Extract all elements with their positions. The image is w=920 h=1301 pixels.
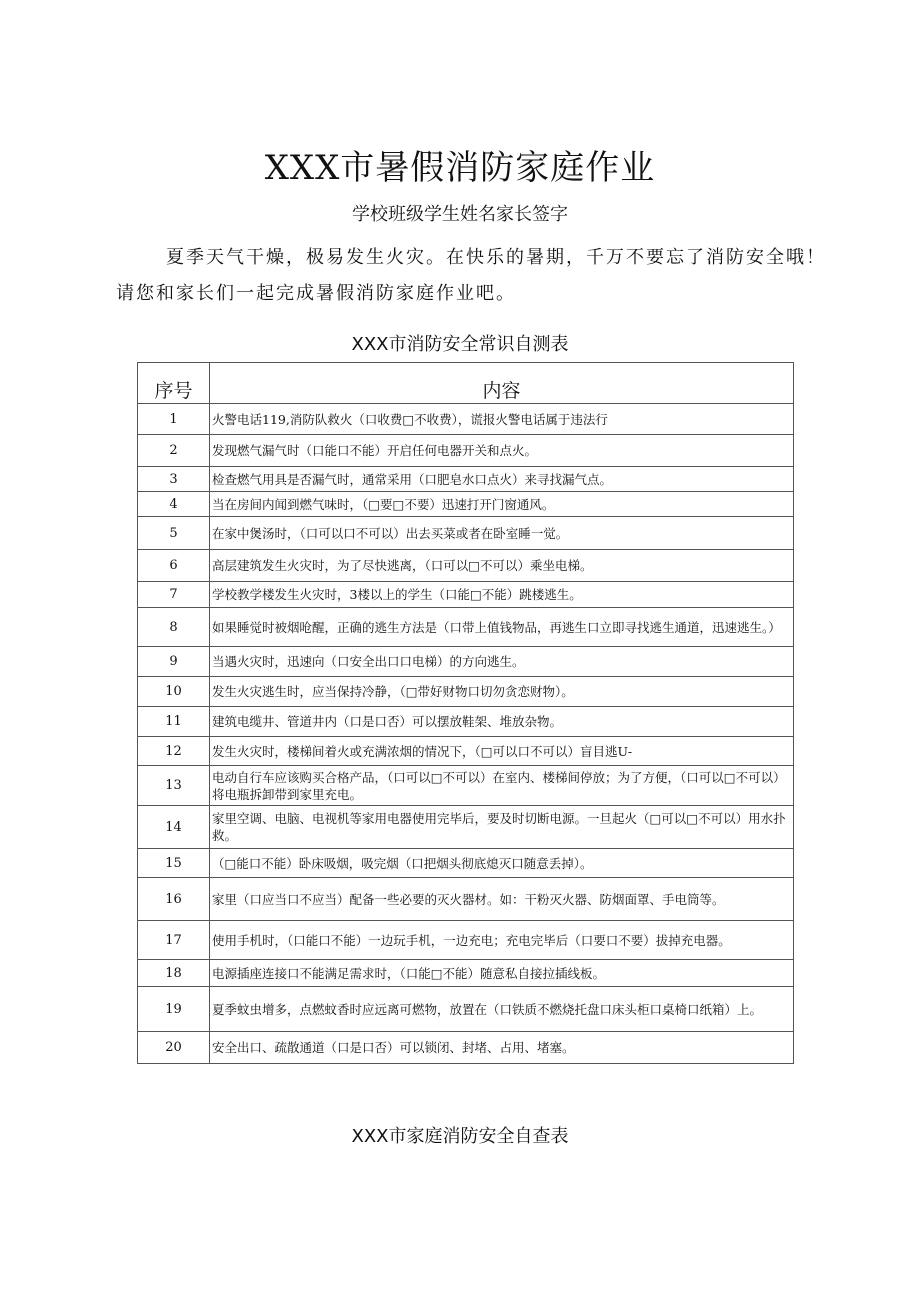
row-text: 火警电话119,消防队救火（口收费□不收费），谎报火警电话属于违法行 [210,404,794,435]
header-num: 序号 [138,363,210,404]
intro-line-2: 请您和家长们一起完成暑假消防家庭作业吧。 [116,283,516,304]
row-num: 19 [138,987,210,1032]
row-num: 14 [138,806,210,849]
row-num: 16 [138,878,210,921]
row-text: 学校教学楼发生火灾时，3楼以上的学生（口能□不能）跳楼逃生。 [210,582,794,608]
row-text: 家里空调、电脑、电视机等家用电器使用完毕后，要及时切断电源。一旦起火（□可以□不可以）用水扑救。 [210,806,794,849]
quiz-table [137,362,794,1064]
table-header-row [138,363,794,404]
table-row [138,806,794,849]
row-text: 当遇火灾时，迅速向（口安全出口口电梯）的方向逃生。 [210,647,794,677]
row-num: 7 [138,582,210,608]
home-check-table-title: XXX市家庭消防安全自查表 [351,1126,569,1147]
row-text: 发现燃气漏气时（口能口不能）开启任何电器开关和点火。 [210,435,794,467]
row-num: 6 [138,550,210,582]
table-row [138,921,794,960]
row-num: 13 [138,766,210,806]
row-text: 电动自行车应该购买合格产品，（口可以□不可以）在室内、楼梯间停放；为了方便，（口可以□不可以）将电瓶拆卸带到家里充电。 [210,766,794,806]
row-num: 9 [138,647,210,677]
row-text: 建筑电缆井、管道井内（口是口否）可以摆放鞋架、堆放杂物。 [210,707,794,737]
table-row [138,582,794,608]
row-num: 8 [138,608,210,647]
table-row [138,608,794,647]
table-row [138,707,794,737]
row-num: 11 [138,707,210,737]
row-num: 5 [138,517,210,550]
table-row [138,404,794,435]
table-row [138,517,794,550]
intro-line-1: 夏季天气干燥，极易发生火灾。在快乐的暑期，千万不要忘了消防安全哦！ [166,247,826,268]
row-text: 安全出口、疏散通道（口是口否）可以锁闭、封堵、占用、堵塞。 [210,1032,794,1064]
row-text: 高层建筑发生火灾时，为了尽快逃离，（口可以□不可以）乘坐电梯。 [210,550,794,582]
table-row [138,492,794,517]
row-num: 17 [138,921,210,960]
table-row [138,987,794,1032]
table-row [138,960,794,987]
row-text: 使用手机时，（口能口不能）一边玩手机，一边充电；充电完毕后（口要口不要）拔掉充电器。 [210,921,794,960]
row-num: 1 [138,404,210,435]
table-row [138,467,794,492]
row-num: 12 [138,737,210,766]
signature-line: 学校班级学生姓名家长签字 [352,204,568,225]
table-row [138,435,794,467]
table-row [138,1032,794,1064]
row-text: 当在房间内闻到燃气味时，（□要□不要）迅速打开门窗通风。 [210,492,794,517]
table-row [138,849,794,878]
table-row [138,647,794,677]
row-text: 家里（口应当口不应当）配备一些必要的灭火器材。如：干粉灭火器、防烟面罩、手电筒等。 [210,878,794,921]
table-row [138,766,794,806]
row-text: 电源插座连接口不能满足需求时，（口能□不能）随意私自接拉插线板。 [210,960,794,987]
row-text: 发生火灾时，楼梯间着火或充满浓烟的情况下，（□可以口不可以）盲目逃U- [210,737,794,766]
row-num: 4 [138,492,210,517]
row-text: 检查燃气用具是否漏气时，通常采用（口肥皂水口点火）来寻找漏气点。 [210,467,794,492]
page-title: XXX市暑假消防家庭作业 [264,148,656,188]
table-row [138,677,794,707]
row-text: 在家中煲汤时，（口可以口不可以）出去买菜或者在卧室睡一觉。 [210,517,794,550]
row-num: 20 [138,1032,210,1064]
table-row [138,878,794,921]
header-content: 内容 [210,363,794,404]
row-text: （□能口不能）卧床吸烟，吸完烟（口把烟头彻底熄灭口随意丢掉）。 [210,849,794,878]
row-text: 夏季蚊虫增多，点燃蚊香时应远离可燃物，放置在（口铁质不燃烧托盘口床头柜口桌椅口纸箱）上。 [210,987,794,1032]
table-row [138,737,794,766]
row-num: 15 [138,849,210,878]
row-num: 2 [138,435,210,467]
intro-paragraph [116,240,836,312]
quiz-table-title: XXX市消防安全常识自测表 [351,334,569,355]
row-num: 3 [138,467,210,492]
row-num: 10 [138,677,210,707]
row-text: 如果睡觉时被烟呛醒，正确的逃生方法是（口带上值钱物品，再逃生口立即寻找逃生通道，迅速逃生。） [210,608,794,647]
table-row [138,550,794,582]
row-num: 18 [138,960,210,987]
row-text: 发生火灾逃生时，应当保持冷静，（□带好财物口切勿贪恋财物）。 [210,677,794,707]
